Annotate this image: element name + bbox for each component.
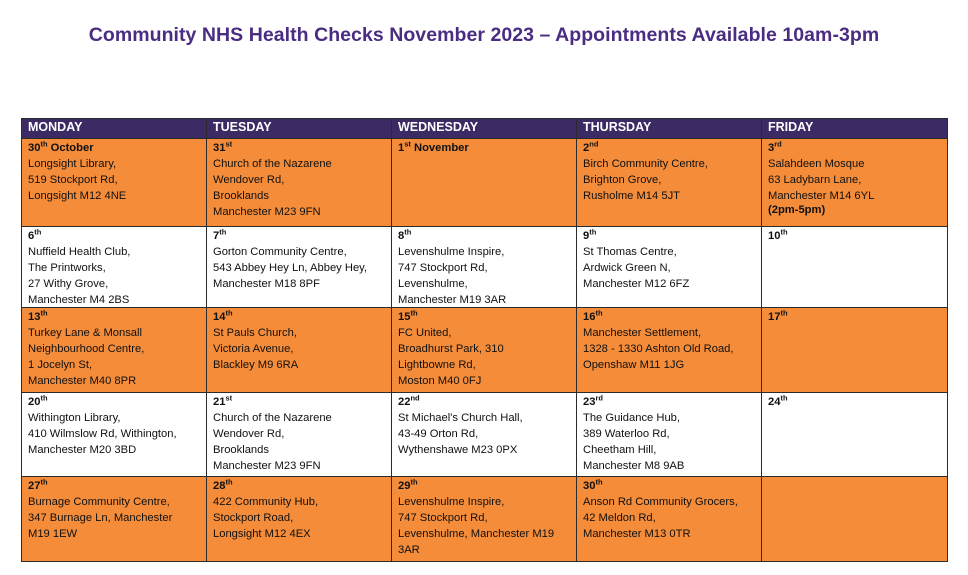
venue-address-line: Brighton Grove,	[583, 174, 662, 186]
venue-address-line: Manchester M13 0TR	[583, 528, 691, 540]
time-note: (2pm-5pm)	[768, 204, 826, 216]
day-ordinal-suffix: th	[40, 308, 48, 318]
day-cell-monday	[22, 393, 207, 477]
venue-address-line: Longsight M12 4EX	[213, 528, 311, 540]
venue-address-line: 27 Withy Grove,	[28, 278, 109, 290]
day-cell-friday	[762, 139, 948, 227]
week-row	[22, 227, 948, 308]
venue-address-line: Openshaw M11 1JG	[583, 359, 685, 371]
venue-address-line: 63 Ladybarn Lane,	[768, 174, 862, 186]
day-ordinal-suffix: th	[595, 477, 603, 487]
day-number-value: 7	[213, 230, 220, 242]
day-cell-tuesday	[207, 477, 392, 562]
day-ordinal-suffix: nd	[410, 393, 420, 403]
day-number	[213, 139, 233, 154]
day-number	[583, 393, 603, 408]
day-cell-monday	[22, 308, 207, 393]
venue-address-line: Manchester M40 8PR	[28, 375, 137, 387]
day-cell-friday	[762, 227, 948, 308]
day-ordinal-suffix: th	[780, 393, 788, 403]
day-number	[213, 393, 233, 408]
day-cell-tuesday	[207, 308, 392, 393]
day-cell-thursday	[577, 308, 762, 393]
venue-address-line: Church of the Nazarene	[213, 158, 332, 170]
day-cell-monday	[22, 139, 207, 227]
day-month-label: November	[410, 142, 469, 154]
venue-address-line: Manchester M23 9FN	[213, 460, 321, 472]
day-number-value: 24	[768, 396, 781, 408]
day-number	[768, 139, 782, 154]
venue-address-line: 747 Stockport Rd,	[398, 512, 488, 524]
day-number	[398, 393, 420, 408]
venue-address-line: Levenshulme, Manchester M19	[398, 528, 555, 540]
week-row	[22, 308, 948, 393]
day-number-value: 28	[213, 480, 226, 492]
header-monday: MONDAY	[22, 119, 207, 139]
venue-address-line: 410 Wilmslow Rd, Withington,	[28, 428, 177, 440]
day-cell-tuesday	[207, 139, 392, 227]
weekday-header-row	[22, 119, 948, 139]
venue-address-line: Manchester Settlement,	[583, 327, 702, 339]
day-ordinal-suffix: th	[219, 227, 227, 237]
day-number-value: 21	[213, 396, 226, 408]
venue-address-line: Gorton Community Centre,	[213, 246, 347, 258]
venue-address-line: Wythenshawe M23 0PX	[398, 444, 518, 456]
venue-address-line: Church of the Nazarene	[213, 412, 332, 424]
venue-address-line: 43-49 Orton Rd,	[398, 428, 479, 440]
day-number-value: 23	[583, 396, 596, 408]
venue-address-line: Ardwick Green N,	[583, 262, 671, 274]
day-ordinal-suffix: th	[780, 308, 788, 318]
day-number-value: 15	[398, 311, 411, 323]
day-cell-tuesday	[207, 227, 392, 308]
venue-address-line: Longsight M12 4NE	[28, 190, 127, 202]
venue-address-line: Cheetham Hill,	[583, 444, 657, 456]
day-number	[398, 139, 469, 154]
day-number-value: 31	[213, 142, 226, 154]
day-ordinal-suffix: th	[40, 139, 48, 149]
day-number-value: 22	[398, 396, 411, 408]
venue-address-line: Rusholme M14 5JT	[583, 190, 680, 202]
week-row	[22, 139, 948, 227]
day-ordinal-suffix: th	[34, 227, 42, 237]
venue-address-line: 422 Community Hub,	[213, 496, 319, 508]
venue-address-line: Broadhurst Park, 310	[398, 343, 504, 355]
venue-address-line: 347 Burnage Ln, Manchester	[28, 512, 173, 524]
venue-address-line: Turkey Lane & Monsall	[28, 327, 142, 339]
venue-address-line: Burnage Community Centre,	[28, 496, 170, 508]
page-title: Community NHS Health Checks November 2023 – Appointments Available 10am-3pm	[88, 24, 880, 46]
day-cell-monday	[22, 477, 207, 562]
header-thursday: THURSDAY	[577, 119, 762, 139]
venue-address-line: 543 Abbey Hey Ln, Abbey Hey,	[213, 262, 368, 274]
venue-address-line: Brooklands	[213, 190, 269, 202]
day-number-value: 2	[583, 142, 590, 154]
venue-address-line: Neighbourhood Centre,	[28, 343, 145, 355]
venue-address-line: St Thomas Centre,	[583, 246, 677, 258]
day-number-value: 13	[28, 311, 41, 323]
venue-address-line: 1328 - 1330 Ashton Old Road,	[583, 343, 734, 355]
day-number	[213, 477, 233, 492]
venue-address-line: St Michael's Church Hall,	[398, 412, 523, 424]
day-number	[398, 308, 418, 323]
venue-address-line: 747 Stockport Rd,	[398, 262, 488, 274]
day-number	[768, 308, 788, 323]
venue-address-line: 42 Meldon Rd,	[583, 512, 656, 524]
day-number	[583, 308, 603, 323]
day-number	[398, 227, 412, 242]
day-cell-thursday	[577, 393, 762, 477]
day-number-value: 17	[768, 311, 781, 323]
venue-address-line: Moston M40 0FJ	[398, 375, 482, 387]
venue-address-line: Birch Community Centre,	[583, 158, 708, 170]
day-ordinal-suffix: st	[225, 393, 233, 403]
day-number	[768, 227, 788, 242]
venue-address-line: Stockport Road,	[213, 512, 294, 524]
day-number-value: 9	[583, 230, 590, 242]
day-number	[28, 139, 94, 154]
venue-address-line: Lightbowne Rd,	[398, 359, 476, 371]
week-row	[22, 477, 948, 562]
venue-address-line: St Pauls Church,	[213, 327, 297, 339]
day-number	[583, 477, 603, 492]
day-number	[213, 308, 233, 323]
day-ordinal-suffix: rd	[774, 139, 782, 149]
venue-address-line: The Printworks,	[28, 262, 106, 274]
day-ordinal-suffix: th	[595, 308, 603, 318]
venue-address-line: Manchester M8 9AB	[583, 460, 685, 472]
venue-address-line: Levenshulme Inspire,	[398, 496, 505, 508]
day-number	[28, 308, 48, 323]
venue-address-line: Manchester M23 9FN	[213, 206, 321, 218]
day-number-value: 14	[213, 311, 226, 323]
day-cell-thursday	[577, 227, 762, 308]
venue-address-line: Withington Library,	[28, 412, 121, 424]
day-cell-wednesday	[392, 393, 577, 477]
day-number-value: 20	[28, 396, 41, 408]
venue-address-line: Wendover Rd,	[213, 174, 285, 186]
venue-address-line: 389 Waterloo Rd,	[583, 428, 670, 440]
appointments-calendar-table	[21, 118, 948, 562]
day-number	[213, 227, 227, 242]
day-ordinal-suffix: st	[225, 139, 233, 149]
day-cell-thursday	[577, 139, 762, 227]
venue-address-line: Manchester M18 8PF	[213, 278, 320, 290]
venue-address-line: Manchester M4 2BS	[28, 294, 130, 306]
day-cell-wednesday	[392, 139, 577, 227]
day-cell-wednesday	[392, 308, 577, 393]
day-number-value: 27	[28, 480, 41, 492]
day-number-value: 1	[398, 142, 405, 154]
day-ordinal-suffix: th	[410, 477, 418, 487]
venue-address-line: The Guidance Hub,	[583, 412, 681, 424]
venue-address-line: Wendover Rd,	[213, 428, 285, 440]
venue-address-line: Levenshulme Inspire,	[398, 246, 505, 258]
venue-address-line: Levenshulme,	[398, 278, 468, 290]
day-number-value: 10	[768, 230, 781, 242]
day-number-value: 30	[28, 142, 41, 154]
venue-address-line: Anson Rd Community Grocers,	[583, 496, 738, 508]
header-wednesday: WEDNESDAY	[392, 119, 577, 139]
header-friday: FRIDAY	[762, 119, 948, 139]
day-ordinal-suffix: th	[225, 308, 233, 318]
day-cell-wednesday	[392, 227, 577, 308]
day-ordinal-suffix: th	[589, 227, 597, 237]
venue-address-line: Manchester M19 3AR	[398, 294, 507, 306]
day-ordinal-suffix: th	[225, 477, 233, 487]
venue-address-line: Manchester M12 6FZ	[583, 278, 690, 290]
venue-address-line: Nuffield Health Club,	[28, 246, 131, 258]
day-number	[398, 477, 418, 492]
day-number	[768, 393, 788, 408]
day-ordinal-suffix: st	[404, 139, 411, 149]
day-number-value: 3	[768, 142, 775, 154]
day-cell-friday	[762, 308, 948, 393]
day-number	[583, 227, 597, 242]
venue-address-line: Brooklands	[213, 444, 269, 456]
day-cell-wednesday	[392, 477, 577, 562]
day-cell-tuesday	[207, 393, 392, 477]
venue-address-line: 3AR	[398, 544, 420, 556]
day-number-value: 8	[398, 230, 405, 242]
week-row	[22, 393, 948, 477]
day-cell-friday	[762, 393, 948, 477]
venue-address-line: M19 1EW	[28, 528, 78, 540]
day-ordinal-suffix: th	[404, 227, 412, 237]
day-number	[28, 393, 48, 408]
day-number-value: 16	[583, 311, 596, 323]
day-number	[28, 477, 48, 492]
day-month-label: October	[47, 142, 94, 154]
day-ordinal-suffix: th	[40, 477, 48, 487]
day-number-value: 6	[28, 230, 35, 242]
day-number-value: 30	[583, 480, 596, 492]
day-number	[583, 139, 599, 154]
day-cell-thursday	[577, 477, 762, 562]
day-cell-monday	[22, 227, 207, 308]
venue-address-line: 519 Stockport Rd,	[28, 174, 118, 186]
venue-address-line: Longsight Library,	[28, 158, 117, 170]
day-cell-friday	[762, 477, 948, 562]
venue-address-line: Victoria Avenue,	[213, 343, 294, 355]
day-ordinal-suffix: rd	[595, 393, 603, 403]
day-ordinal-suffix: th	[40, 393, 48, 403]
venue-address-line: Manchester M14 6YL	[768, 190, 875, 202]
day-number	[28, 227, 42, 242]
venue-address-line: 1 Jocelyn St,	[28, 359, 93, 371]
day-ordinal-suffix: nd	[589, 139, 599, 149]
venue-address-line: Manchester M20 3BD	[28, 444, 137, 456]
day-number-value: 29	[398, 480, 411, 492]
day-ordinal-suffix: th	[410, 308, 418, 318]
venue-address-line: FC United,	[398, 327, 452, 339]
header-tuesday: TUESDAY	[207, 119, 392, 139]
venue-address-line: Blackley M9 6RA	[213, 359, 299, 371]
day-ordinal-suffix: th	[780, 227, 788, 237]
venue-address-line: Salahdeen Mosque	[768, 158, 865, 170]
